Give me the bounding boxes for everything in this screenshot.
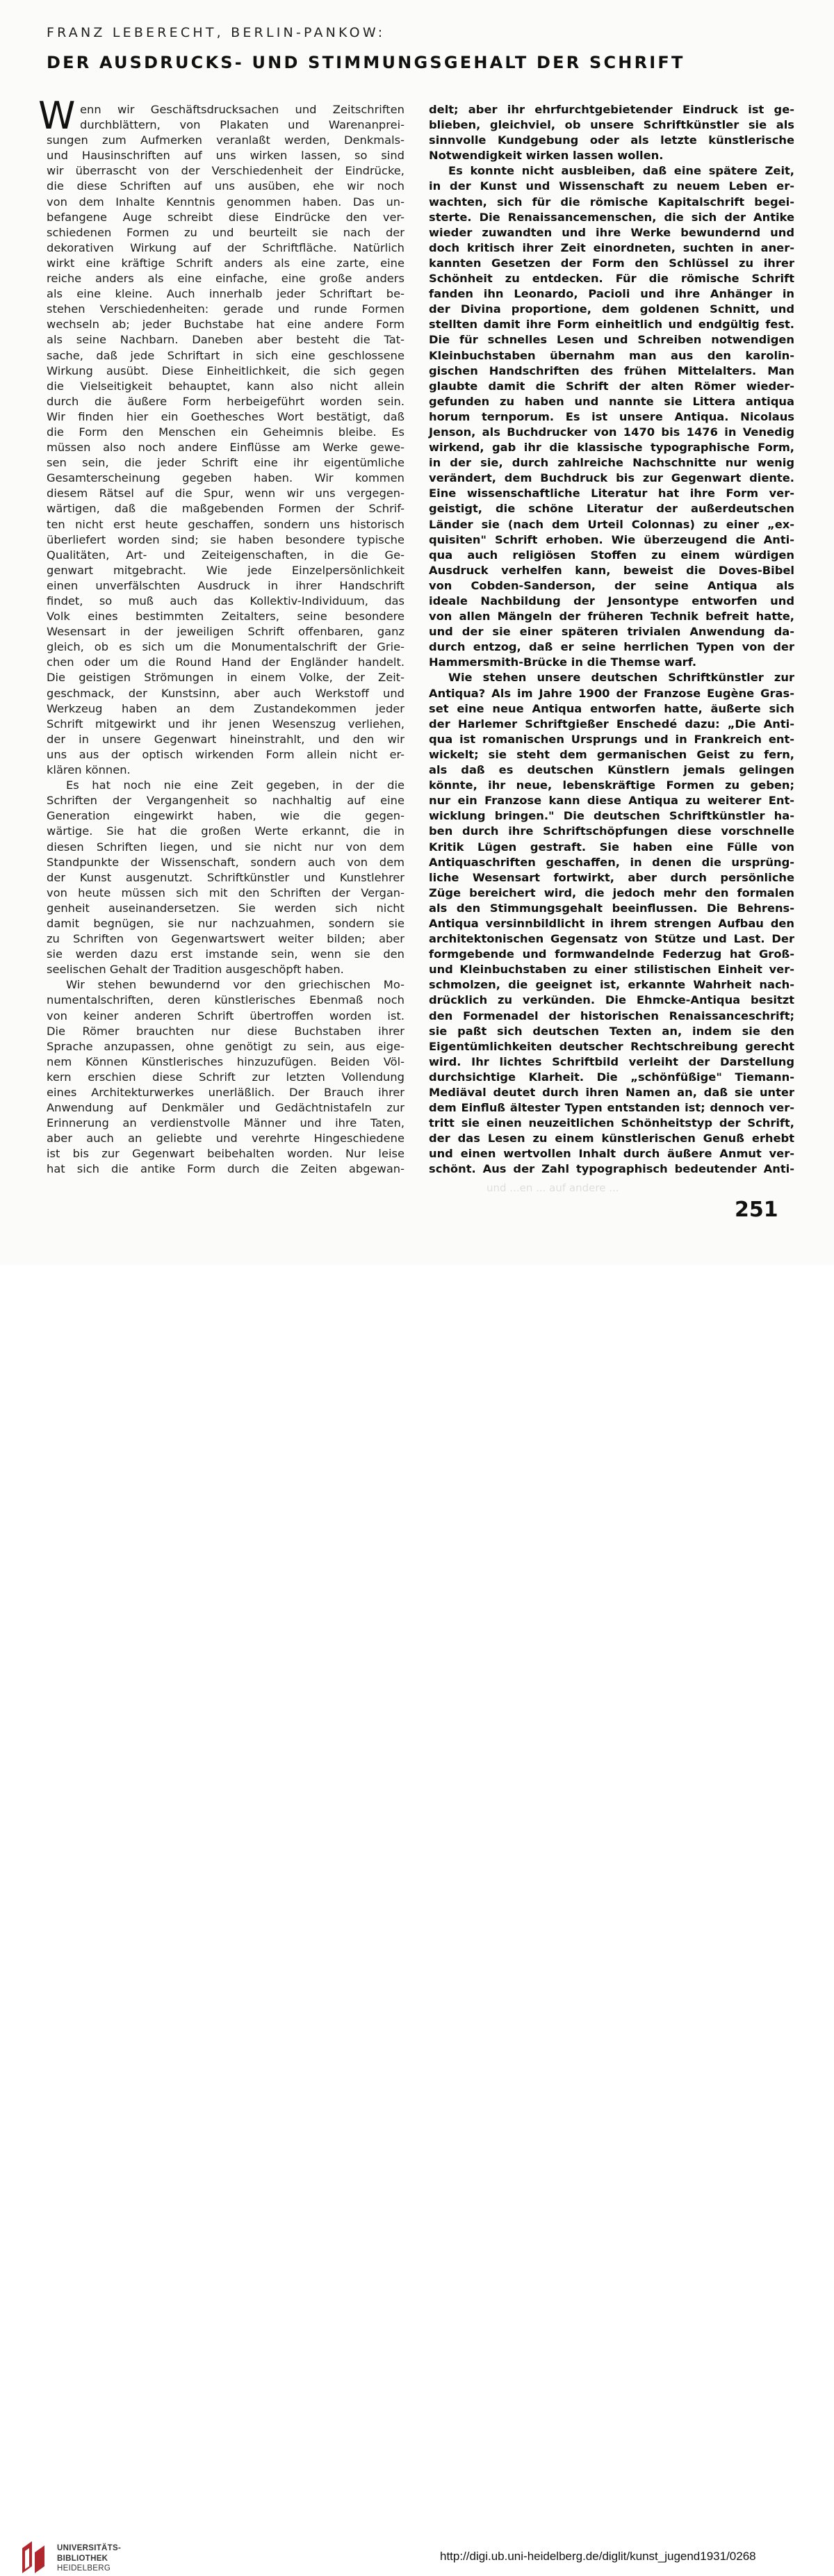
text-line: Antiqua versinnbildlicht in ihrem strengen Aufbau den — [429, 916, 794, 930]
text-line: von heute müssen sich mit den Schriften der Vergan- — [47, 886, 404, 899]
text-line: glaubte damit die Schrift der alten Römer wieder- — [429, 379, 794, 393]
text-line: von keiner anderen Schrift übertroffen worden ist. — [47, 1009, 404, 1022]
text-line: Schrift mitgewirkt und ihr jenen Wesenszug verliehen, — [47, 717, 404, 731]
text-line: von allen Mängeln der früheren Technik befreit hatte, — [429, 610, 794, 623]
text-line: gischen Handschriften des frühen Mittelalters. Man — [429, 364, 794, 377]
text-line: stellten damit ihre Form einheitlich und endgültig fest. — [429, 318, 794, 332]
text-line: genheit auseinandersetzen. Sie werden sich nicht — [47, 901, 404, 915]
text-line: wickelt; sie steht dem germanischen Geist zu fern, — [429, 747, 794, 761]
text-line: Standpunkte der Wissenschaft, sondern auch von dem — [47, 855, 404, 869]
text-line: von dem Inhalte Kenntnis genommen haben. Das un- — [47, 195, 404, 209]
source-url-link[interactable]: http://digi.ub.uni-heidelberg.de/diglit/kunst_jugend1931/0268 — [440, 2550, 756, 2563]
text-line: sterte. Die Renaissancemenschen, die sich der Antike — [429, 210, 794, 224]
text-line: Qualitäten, Art- und Zeiteigenschaften, in die Ge- — [47, 548, 404, 562]
text-line: die Vielseitigkeit behauptet, kann also nicht allein — [47, 379, 404, 393]
text-line: blieben, gleichviel, ob unsere Schriftkünstler sie als — [429, 118, 794, 132]
text-line: wirkt eine kräftige Schrift anders als eine zarte, eine — [47, 256, 404, 270]
text-line: seelischen Gehalt der Tradition ausgeschöpft haben. — [47, 963, 344, 977]
text-line: der Harlemer Schriftgießer Enschedé dazu: „Die Anti- — [429, 717, 794, 731]
text-line: überliefert worden sind; sie haben besondere typische — [47, 532, 404, 546]
text-line: wir überrascht von der Verschiedenheit der Eindrücke, — [47, 164, 404, 178]
text-line: ist bis zur Gegenwart beibehalten worden. Nur leise — [47, 1147, 404, 1161]
text-line: Die Römer brauchten nur diese Buchstaben ihrer — [47, 1024, 404, 1038]
text-line: der in unsere Gegenwart hineinstrahlt, und den wir — [47, 732, 404, 746]
article-title: DER AUSDRUCKS- UND STIMMUNGSGEHALT DER SCHRIFT — [47, 53, 685, 72]
text-line: gleich, ob es sich um die Monumentalschrift der Grie- — [47, 640, 404, 654]
text-line: schiedenen Formen zu und beurteilt sie nach der — [47, 225, 404, 239]
text-line: kannten Gesetzen der Form den Schlüssel zu ihrer — [429, 256, 794, 270]
text-line: die diese Schriften auf uns ausüben, ehe wir noch — [47, 179, 404, 193]
text-line: enn wir Geschäftsdrucksachen und Zeitschriften — [80, 103, 404, 116]
text-line: Generation eingewirkt haben, wie die gegen- — [47, 809, 404, 823]
text-line: geistigt, die schöne Literatur der außerdeutschen — [429, 502, 794, 516]
text-line: diesem Rätsel auf die Spur, wenn wir uns vergegen- — [47, 487, 404, 500]
page-number: 251 — [735, 1198, 778, 1222]
text-line: den Formenadel der historischen Renaissanceschrift; — [429, 1009, 794, 1022]
article-author: FRANZ LEBERECHT, BERLIN-PANKOW: — [47, 25, 386, 40]
text-line: sie paßt sich deutschen Texten an, indem sie den — [429, 1024, 794, 1038]
text-line: Wir stehen bewundernd vor den griechischen Mo- — [66, 978, 404, 992]
text-line: Züge bereichert wird, die jedoch mehr den formalen — [429, 886, 794, 899]
text-line: wird. Ihr lichtes Schriftbild verleiht der Darstellung — [429, 1054, 794, 1068]
text-line: Wirkung ausübt. Diese Einheitlichkeit, die sich gegen — [47, 364, 404, 377]
text-line: wieder zuwandten und ihre Werke bewundernd und — [429, 225, 794, 239]
text-line: Notwendigkeit wirken lassen wollen. — [429, 149, 664, 163]
text-line: könnte, ihr neue, lebenskräftige Formen zu geben; — [429, 778, 794, 792]
text-line: numentalschriften, deren künstlerisches Ebenmaß noch — [47, 993, 404, 1007]
text-line: chen oder um die Round Hand der Engländer handelt. — [47, 655, 404, 669]
text-line: Antiquaschriften geschaffen, in denen die ursprüng- — [429, 855, 794, 869]
text-line: Hammersmith-Brücke in die Themse warf. — [429, 655, 697, 669]
text-line: qua ist romanischen Ursprungs und in Frankreich ent- — [429, 732, 794, 746]
text-line: nem Können Künstlerisches hinzuzufügen. Beiden Völ- — [47, 1054, 404, 1068]
text-column-left — [47, 102, 404, 1177]
text-column-right — [429, 102, 794, 1177]
text-line: sinnvolle Kundgebung oder als letzte künstlerische — [429, 133, 794, 147]
text-line: in der sie, durch zahlreiche Nachschnitte nur wenig — [429, 456, 794, 470]
text-line: zu Schriften von Gegenwartswert weiter bilden; aber — [47, 932, 404, 946]
library-name-line-1: UNIVERSITÄTS- — [57, 2544, 122, 2552]
bleed-through-text: und ...en ... auf andere ... — [486, 1182, 619, 1194]
text-line: als daß es deutschen Künstlern jemals gelingen — [429, 763, 794, 777]
text-line: Wesensart in der jeweiligen Schrift offenbaren, ganz — [47, 625, 404, 639]
text-line: findet, so muß auch das Kollektiv-Individuum, das — [47, 594, 404, 608]
text-line: hat sich die antike Form durch die Zeiten abgewan- — [47, 1162, 404, 1176]
text-line: wirkend, gab ihr die klassische typographische Form, — [429, 441, 794, 455]
library-logo-icon[interactable] — [19, 2538, 49, 2576]
text-line: kern erschien diese Schrift zur letzten Vollendung — [47, 1070, 404, 1084]
library-name-line-2: BIBLIOTHEK — [57, 2554, 108, 2563]
text-line: Anwendung auf Denkmäler und Gedächtnistafeln zur — [47, 1101, 404, 1115]
library-name-line-3: HEIDELBERG — [57, 2564, 111, 2573]
text-line: reiche anders als eine einfache, eine große anders — [47, 272, 404, 286]
text-line: wachten, sich für die römische Kapitalschrift begei- — [429, 195, 794, 209]
text-line: der Kunst ausgenutzt. Schriftkünstler und Kunstlehrer — [47, 870, 404, 884]
text-line: und Hausinschriften auf uns wirken lassen, so sind — [47, 149, 404, 163]
text-line: tritt sie einen neuzeitlichen Schönheitstyp der Schrift, — [429, 1116, 794, 1130]
text-line: Es konnte nicht ausbleiben, daß eine spätere Zeit, — [448, 164, 794, 178]
text-line: Ausdruck verhelfen kann, beweist die Doves-Bibel — [429, 563, 794, 577]
text-line: und einen wertvollen Inhalt durch äußere Anmut ver- — [429, 1147, 794, 1161]
text-line: befangene Auge schreibt diese Eindrücke den ver- — [47, 210, 404, 224]
text-line: Antiqua? Als im Jahre 1900 der Franzose Eugène Gras- — [429, 686, 794, 700]
text-line: und der sie einer späteren trivialen Anwendung da- — [429, 625, 794, 639]
text-line: durchblättern, von Plakaten und Warenanprei- — [80, 118, 404, 132]
text-line: architektonischen Gegensatz von Stütze und Last. Der — [429, 932, 794, 946]
text-line: drücklich zu verkünden. Die Ehmcke-Antiqua besitzt — [429, 993, 794, 1007]
text-line: sungen zum Aufmerken veranlaßt werden, Denkmals- — [47, 133, 404, 147]
text-line: wechseln ab; jeder Buchstabe hat eine andere Form — [47, 318, 404, 332]
text-line: geschmack, der Kunstsinn, aber auch Werkstoff und — [47, 686, 404, 700]
text-line: einen unverfälschten Ausdruck in ihrer Handschrift — [47, 578, 404, 592]
text-line: sache, daß jede Schriftart in sich eine geschlossene — [47, 348, 404, 362]
text-line: Werkzeug haben an dem Zustandekommen jeder — [47, 701, 404, 715]
text-line: müssen also noch andere Einflüsse am Werke gewe- — [47, 441, 404, 455]
text-line: dekorativen Wirkung auf der Schriftfläche. Natürlich — [47, 241, 404, 254]
text-line: wicklung bringen." Die deutschen Schriftkünstler ha- — [429, 809, 794, 823]
text-line: Kritik Lügen gestraft. Sie haben eine Fülle von — [429, 840, 794, 854]
text-line: und Kleinbuchstaben zu einer stilistischen Einheit ver- — [429, 963, 794, 977]
text-line: Gesamterscheinung gegeben haben. Wir kommen — [47, 471, 404, 485]
text-line: Jenson, als Buchdrucker von 1470 bis 1476 in Venedig — [429, 425, 794, 439]
text-line: wärtigen, daß die maßgebenden Formen der Schrif- — [47, 502, 404, 516]
text-line: fanden ihn Leonardo, Pacioli und ihre Anhänger in — [429, 287, 794, 301]
text-line: in der Kunst und Wissenschaft zu neuem Leben er- — [429, 179, 794, 193]
text-line: Volk eines bestimmten Zeitalters, seine besondere — [47, 610, 404, 623]
text-line: als eine kleine. Auch innerhalb jeder Schriftart be- — [47, 287, 404, 301]
text-line: stehen Verschiedenheiten: gerade und runde Formen — [47, 302, 404, 316]
text-line: diesen Schriften liegen, und sie nicht nur von dem — [47, 840, 404, 854]
text-line: genwart mitgebracht. Wie jede Einzelpersönlichkeit — [47, 563, 404, 577]
text-line: Eigentümlichkeiten deutscher Rechtschreibung gerecht — [429, 1039, 794, 1053]
text-line: durchsichtige Klarheit. Die „schönfüßige" Tiemann- — [429, 1070, 794, 1084]
text-line: Erinnerung an verdienstvolle Männer und ihre Taten, — [47, 1116, 404, 1130]
text-line: Die für schnelles Lesen und Schreiben notwendigen — [429, 333, 794, 347]
text-line: Mediäval deutet durch ihren Namen an, daß sie unter — [429, 1086, 794, 1099]
text-line: Wie stehen unsere deutschen Schriftkünstler zur — [448, 671, 794, 685]
text-line: formgebende und formwandelnde Federzug hat Groß- — [429, 947, 794, 961]
text-line: uns aus der optisch wirkenden Form allein nicht er- — [47, 747, 404, 761]
text-line: die Form den Menschen ein Geheimnis bleibe. Es — [47, 425, 404, 439]
text-line: Schriften der Vergangenheit so nachhaltig auf eine — [47, 794, 404, 808]
text-line: horum ternporum. Es ist unsere Antiqua. Nicolaus — [429, 409, 794, 423]
text-line: schmolzen, die geeignet ist, erkannte Wahrheit nach- — [429, 978, 794, 992]
drop-cap: W — [38, 94, 76, 138]
text-line: verändert, dem Buchdruck bis zur Gegenwart diente. — [429, 471, 794, 485]
text-line: schönt. Aus der Zahl typographisch bedeutender Anti- — [429, 1162, 794, 1176]
text-line: quisiten" Schrift erhoben. Wie überzeugend die Anti- — [429, 532, 794, 546]
text-line: wärtige. Sie hat die großen Werte erkannt, die in — [47, 824, 404, 838]
text-line: aber auch an geliebte und verehrte Hingeschiedene — [47, 1132, 404, 1146]
text-line: durch entzog, daß er seine herrlichen Typen von der — [429, 640, 794, 654]
text-line: set eine neue Antiqua entworfen hatte, äußerte sich — [429, 701, 794, 715]
scanned-page — [0, 0, 834, 1265]
text-line: ten nicht erst heute geschaffen, sondern uns historisch — [47, 517, 404, 531]
text-line: als den Stimmungsgehalt beeinflussen. Die Behrens- — [429, 901, 794, 915]
text-line: nur ein Franzose kann diese Antiqua zu weiterer Ent- — [429, 794, 794, 808]
text-line: liche Wesensart fortwirkt, aber durch persönliche — [429, 870, 794, 884]
text-line: dem Einfluß ältester Typen entstanden ist; dennoch ver- — [429, 1101, 794, 1115]
text-line: Die geistigen Strömungen in einem Volke, der Zeit- — [47, 671, 404, 685]
library-name[interactable] — [57, 2543, 121, 2574]
text-line: Schönheit zu entdecken. Für die römische Schrift — [429, 272, 794, 286]
text-line: Es hat noch nie eine Zeit gegeben, in der die — [66, 778, 404, 792]
text-line: sie werden dazu erst imstande sein, wenn sie den — [47, 947, 404, 961]
text-line: Sprache anzupassen, ohne genötigt zu sein, aus eige- — [47, 1039, 404, 1053]
text-line: gefunden zu haben und nannte sie Littera antiqua — [429, 394, 794, 408]
text-line: sen sein, die jeder Schrift eine ihr eigentümliche — [47, 456, 404, 470]
text-line: qua auch religiösen Stoffen zu einem würdigen — [429, 548, 794, 562]
text-line: Eine wissenschaftliche Literatur hat ihre Form ver- — [429, 487, 794, 500]
text-line: durch die äußere Form herbeigeführt worden sein. — [47, 394, 404, 408]
text-line: als seine Nachbarn. Daneben aber besteht die Tat- — [47, 333, 404, 347]
text-line: der Divina proportione, dem goldenen Schnitt, und — [429, 302, 794, 316]
text-line: doch kritisch ihrer Zeit einordneten, suchten in aner- — [429, 241, 794, 254]
footer-bar — [0, 1265, 834, 2573]
text-line: von Cobden-Sanderson, der seine Antiqua als — [429, 578, 794, 592]
text-line: der das Lesen zu einem künstlerischen Genuß erhebt — [429, 1132, 794, 1146]
text-line: damit begnügen, sie nur nachzuahmen, sondern sie — [47, 916, 404, 930]
text-line: ben durch ihre Schriftschöpfungen diese vorschnelle — [429, 824, 794, 838]
text-line: ideale Nachbildung der Jensontype entworfen und — [429, 594, 794, 608]
text-line: Kleinbuchstaben übernahm man aus den karolin- — [429, 348, 794, 362]
text-line: Länder sie (nach dem Urteil Colonnas) zu einer „ex- — [429, 517, 794, 531]
text-line: delt; aber ihr ehrfurchtgebietender Eindruck ist ge- — [429, 103, 794, 116]
text-line: Wir finden hier ein Goethesches Wort bestätigt, daß — [47, 409, 404, 423]
text-line: eines Architekturwerkes unerläßlich. Der Brauch ihrer — [47, 1086, 404, 1099]
text-line: klären können. — [47, 763, 131, 777]
